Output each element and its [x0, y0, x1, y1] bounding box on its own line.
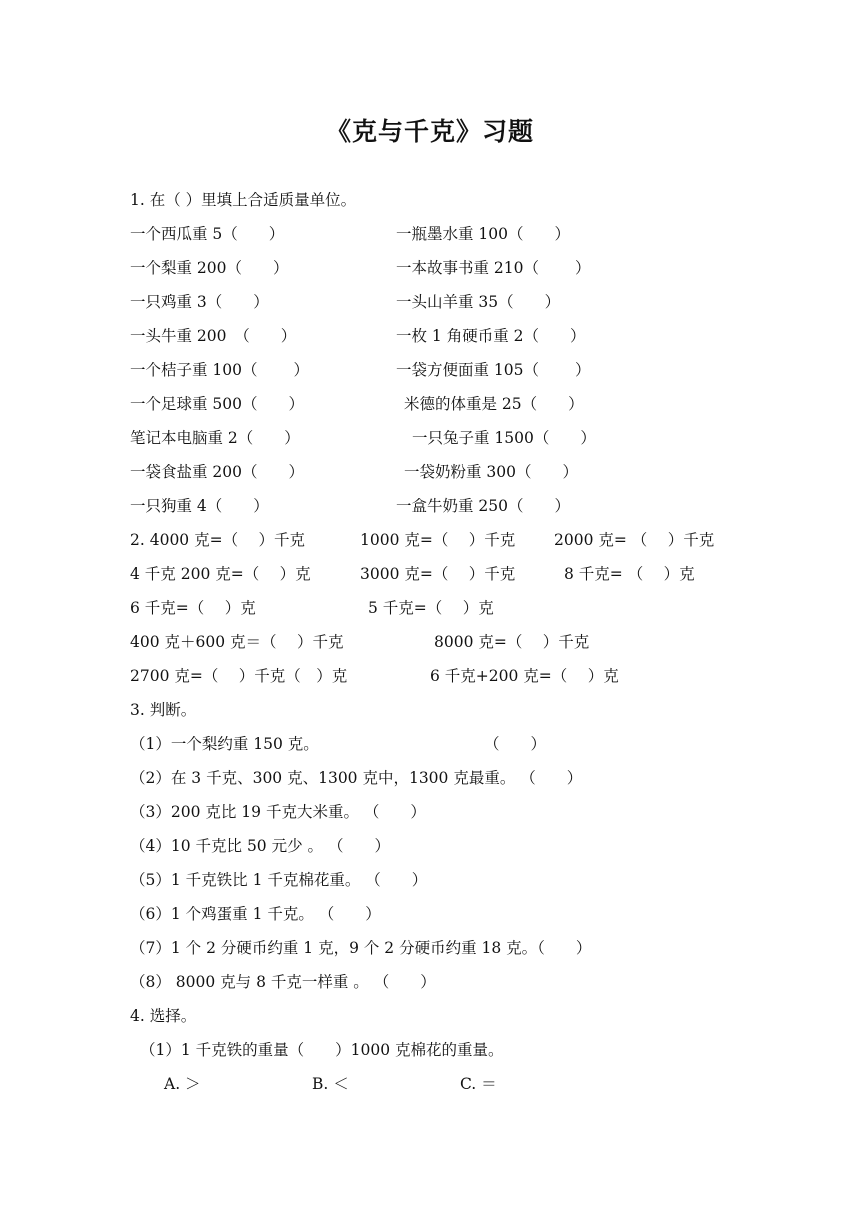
q2-item: 8000 克=（ ）千克: [434, 633, 590, 651]
q2-item: 2000 克= （ ）千克: [554, 531, 715, 549]
q1-item: 一头山羊重 35（ ）: [396, 293, 561, 311]
q3-item: （4）10 千克比 50 元少 。 （ ）: [130, 837, 390, 855]
q4-option-b: B. ＜: [312, 1075, 349, 1093]
q3-item: （1）一个梨约重 150 克。: [130, 735, 319, 753]
q1-item: 一袋奶粉重 300（ ）: [404, 463, 579, 481]
q1-item: 一个足球重 500（ ）: [130, 395, 305, 413]
q2-item: 5 千克=（ ）克: [368, 599, 494, 617]
q1-item: 一本故事书重 210（ ）: [396, 259, 591, 277]
q3-item: （3）200 克比 19 千克大米重。 （ ）: [130, 803, 426, 821]
q1-item: 一盒牛奶重 250（ ）: [396, 497, 571, 515]
q1-item: 一袋方便面重 105（ ）: [396, 361, 591, 379]
q1-item: 一瓶墨水重 100（ ）: [396, 225, 571, 243]
q1-item: 一只兔子重 1500（ ）: [412, 429, 596, 447]
q1-item: 一枚 1 角硬币重 2（ ）: [396, 327, 586, 345]
q1-heading: 1. 在（ ）里填上合适质量单位。: [130, 191, 357, 209]
q1-item: 一只狗重 4（ ）: [130, 497, 269, 515]
q3-item: （8） 8000 克与 8 千克一样重 。 （ ）: [130, 973, 436, 991]
q2-item: 2700 克=（ ）千克（ ）克: [130, 667, 348, 685]
q1-item: 一只鸡重 3（ ）: [130, 293, 269, 311]
q1-item: 一袋食盐重 200（ ）: [130, 463, 305, 481]
q2-item: 1000 克=（ ）千克: [360, 531, 516, 549]
q4-option-c: C. ＝: [460, 1075, 497, 1093]
q3-heading: 3. 判断。: [130, 701, 197, 719]
q2-item: 6 千克=（ ）克: [130, 599, 256, 617]
page-title: 《克与千克》习题: [325, 117, 534, 146]
q3-item: （2）在 3 千克、300 克、1300 克中，1300 克最重。 （ ）: [130, 769, 583, 787]
q1-item: 一头牛重 200 （ ）: [130, 327, 297, 345]
q2-item: 6 千克+200 克=（ ）克: [430, 667, 619, 685]
q1-item: 笔记本电脑重 2（ ）: [130, 429, 300, 447]
q3-answer-bracket: （ ）: [484, 735, 547, 753]
q3-item: （6）1 个鸡蛋重 1 千克。 （ ）: [130, 905, 381, 923]
q2-item: 400 克＋600 克＝（ ）千克: [130, 633, 344, 651]
q2-item: 2. 4000 克=（ ）千克: [130, 531, 306, 549]
q3-item: （5）1 千克铁比 1 千克棉花重。 （ ）: [130, 871, 428, 889]
q1-item: 米德的体重是 25（ ）: [404, 395, 584, 413]
q4-option-a: A. ＞: [164, 1075, 201, 1093]
q2-item: 8 千克= （ ）克: [564, 565, 695, 583]
q3-item: （7）1 个 2 分硬币约重 1 克，9 个 2 分硬币约重 18 克。（ ）: [130, 939, 592, 957]
q2-item: 3000 克=（ ）千克: [360, 565, 516, 583]
q4-question: （1）1 千克铁的重量（ ）1000 克棉花的重量。: [140, 1041, 504, 1059]
q1-item: 一个梨重 200（ ）: [130, 259, 289, 277]
q1-item: 一个西瓜重 5（ ）: [130, 225, 285, 243]
q4-heading: 4. 选择。: [130, 1007, 197, 1025]
q2-item: 4 千克 200 克=（ ）克: [130, 565, 311, 583]
q1-item: 一个桔子重 100（ ）: [130, 361, 309, 379]
